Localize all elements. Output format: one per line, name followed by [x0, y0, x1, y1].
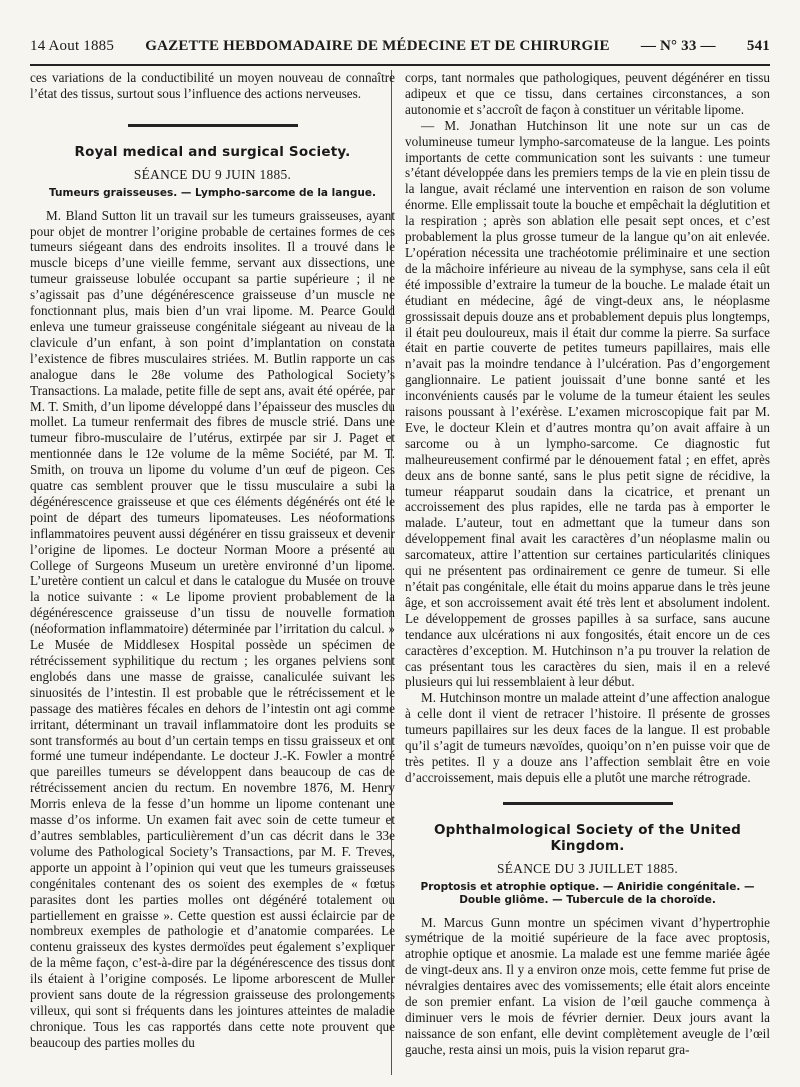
page-header	[30, 38, 770, 66]
gunn-paragraph: M. Marcus Gunn montre un spécimen vivant d’hypertrophie symétrique de la moitié supérieure de la face avec proptosis, atrophie optique et anosmie. La malade est une femme mariée âgée de vingt-deux ans. Il y a environ onze mois, cette femme fut prise de névralgies dentaires avec des vomissements; elle était alors enceinte de son premier enfant. La vision de l’œil gauche commença à diminuer vers le mois de février dernier. Deux jours avant la naissance de son enfant, elle devint complètement aveugle de l’œil gauche, resta ainsi un mois, puis la vision reparut gra-	[405, 914, 770, 1057]
section-title-royal-society: Royal medical and surgical Society.	[74, 143, 351, 160]
continuation-paragraph: corps, tant normales que pathologiques, peuvent dégénérer en tissu adipeux et que ce tissu, dans certaines circonstances, a son autonomie et s’accroît de façon à constituer un véritable lipome.	[405, 70, 770, 117]
header-date: 14 Aout 1885	[30, 38, 115, 54]
section-separator	[128, 124, 298, 127]
seance-date: SÉANCE DU 9 JUIN 1885.	[133, 166, 292, 182]
session-topics: Proptosis et atrophie optique. — Aniridie congénitale. — Double gliôme. — Tubercule de la choroïde.	[420, 880, 755, 906]
hutchinson-paragraph-1: — M. Jonathan Hutchinson lit une note sur un cas de volumineuse tumeur lympho-sarcomateuse de la langue. Les points importants de cette communication sont les suivants : une tumeur s’étant développée dans les premiers temps de la vie en plein tissu de la langue, avait réclamé une intervention en raison de son volume énorme. Elle emplissait toute la bouche et empêchait la déglutition et la respiration ; après son ablation elle pesait sept onces, et c’est probablement la plus grosse tumeur de la langue qu’on ait enlevée. L’opération nécessita une trachéotomie préliminaire et une section de la mâchoire inférieure au niveau de la symphyse, sans cela il eût été impossible d’extraire la tumeur de la bouche. Le malade était un étudiant en médecine, âgé de vingt-deux ans, le néoplasme grossissait depuis douze ans et probablement depuis plus longtemps, il était peu douloureux, mais il était dur comme la pierre. Sa surface était en partie couverte de petites tumeurs papillaires, mais elle n’avait pas la moindre tendance à l’ulcération. Pas d’engorgement ganglionnaire. Le patient jouissait d’une bonne santé et les inconvénients causés par le volume de la tumeur étaient les seules raisons poussant à l’exérèse. L’examen microscopique fait par M. Eve, le docteur Klein et d’autres montra qu’on avait affaire à un sarcome ou à un lympho-sarcome. Ce diagnostic fut malheureusement confirmé par le dénouement fatal ; en effet, après deux ans de bonne santé, sans le plus petit signe de récidive, la tumeur réapparut soudain dans la cicatrice, et prenant un accroissement des plus rapides, elle ne tarda pas à emporter le malade. L’auteur, tout en admettant que la tumeur dans son développement final avait les caractères d’un néoplasme malin ou sarcomateux, attire l’attention sur certaines particularités cliniques qui ne présentent pas ordinairement ce genre de tumeur. Si elle n’était pas congénitale, elle était du moins apparue dans le très jeune âge, et son accroissement avait été très lent et absolument indolent. Le développement de grosses papilles à sa surface, sans aucune tendance aux ulcérations ni aux fongosités, était encore un de ces caractères d’exception. M. Hutchinson n’a pu trouver la relation de cas présentant tous les caractères du sien, mais il en a relevé plusieurs qui lui ressemblaient à leur début.	[405, 117, 770, 690]
intro-paragraph: ces variations de la conductibilité un moyen nouveau de connaître l’état des tissus, surtout sous l’influence des actions nerveuses.	[30, 70, 395, 101]
hutchinson-paragraph-2: M. Hutchinson montre un malade atteint d’une affection analogue à celle dont il vient de retracer l’histoire. Il présente de grosses tumeurs papillaires sur les deux faces de la langue. Il est probable qu’il s’agit de tumeurs nævoïdes, quoiqu’on n’en puisse voir que de très petites. Il y a douze ans l’affection semblait être en voie d’accroissement, mais depuis elle a plutôt une marche rétrograde.	[405, 690, 770, 785]
sutton-paragraph: M. Bland Sutton lit un travail sur les tumeurs graisseuses, ayant pour objet de montrer l’origine probable de certaines formes de ces tumeurs siégeant dans des endroits insolites. Il a trouvé dans le muscle biceps d’une vieille femme, servant aux dissections, une tumeur graisseuse lobulée occupant sa partie supérieure ; il ne s’agissait pas d’une dégénérescence graisseuse d’un muscle ne fonctionnant plus, mais bien d’un vrai lipome. M. Pearce Gould enleva une tumeur graisseuse congénitale siégeant au niveau de la clavicule d’un enfant, à son point d’implantation on constata l’existence de fibres musculaires striées. M. Butlin rapporte un cas analogue dans le 28e volume des Pathological Society’s Transactions. La malade, petite fille de sept ans, avait été opérée, par M. T. Smith, d’un lipome développé dans l’épaisseur des muscles du mollet. La tumeur renfermait des fibres de muscle strié. Dans une tumeur fibro-musculaire de l’utérus, extirpée par sir J. Paget et mentionnée dans le 12e volume de la même Société, par M. T. Smith, on trouva un lipome du volume d’un œuf de pigeon. Ces quatre cas semblent prouver que le tissu musculaire a subi la dégénérescence graisseuse et que ces éléments dégénérés ont été le point de départ des tumeurs lipomateuses. Les néoformations inflammatoires peuvent aussi dégénérer en tissu graisseux et devenir l’origine de lipomes. Le docteur Norman Moore a présenté au College of Surgeons Museum un uretère environné d’un lipome. L’uretère contient un calcul et dans le catalogue du Musée on trouve la notice suivante : « Le lipome provient probablement de la dégénérescence graisseuse d’un tissu de nouvelle formation (néoformation inflammatoire) déterminée par l’irritation du calcul. » Le Musée de Middlesex Hospital possède un spécimen de rétrécissement syphilitique du rectum ; les organes pelviens sont englobés dans une masse de graisse, canaliculée suivant les sinuosités de l’intestin. Il est probable que le rétrécissement et le passage des matières fécales en dehors de l’intestin ont agi comme irritant, déterminant un travail inflammatoire dont les produits se sont transformés au bout d’un certain temps en tissu graisseux et ont formé une tumeur indépendante. Le docteur J.-K. Fowler a montré que pareilles tumeurs se développent dans beaucoup de cas de rétrécissement ancien du rectum. En novembre 1876, M. Henry Morris enleva de la fesse d’un homme un lipome contenant une masse d’os informe. Un examen fait avec soin de cette tumeur et d’autres semblables, particulièrement d’un cas décrit dans le 33e volume des Pathological Society’s Transactions, par M. F. Treves, apporte un appoint à l’opinion qui veut que les tumeurs graisseuses congénitales contenant des os soient des exemples de « fœtus parasites dont les parties molles ont dégénéré totalement ou partiellement en graisse ». Cette question est aussi éclaircie par de nombreux exemples de pathologie et d’anatomie comparées. Le contenu graisseux des kystes dermoïdes peut également s’expliquer de la même façon, c’est-à-dire par la dégénérescence des tissus dont ils étaient à l’origine composés. Le lipome arborescent de Muller provient sans doute de la régression graisseuse des prolongements villeux, qui sont si fréquents dans les jointures atteintes de maladie chronique. Tous les cas rapportés dans cette note prouvent que beaucoup des parties molles du	[30, 207, 395, 1050]
section-separator	[503, 802, 673, 805]
left-column	[30, 70, 395, 1051]
section-title-ophthalmological: Ophthalmological Society of the United Kingdom.	[433, 821, 742, 854]
session-topics: Tumeurs graisseuses. — Lympho-sarcome de la langue.	[49, 186, 376, 199]
seance-date: SÉANCE DU 3 JUILLET 1885.	[497, 860, 678, 876]
header-journal-title: GAZETTE HEBDOMADAIRE DE MÉDECINE ET DE CHIRURGIE	[145, 38, 610, 54]
header-page-number: 541	[746, 38, 770, 54]
right-column	[405, 70, 770, 1058]
header-issue: — N° 33 —	[640, 38, 716, 54]
